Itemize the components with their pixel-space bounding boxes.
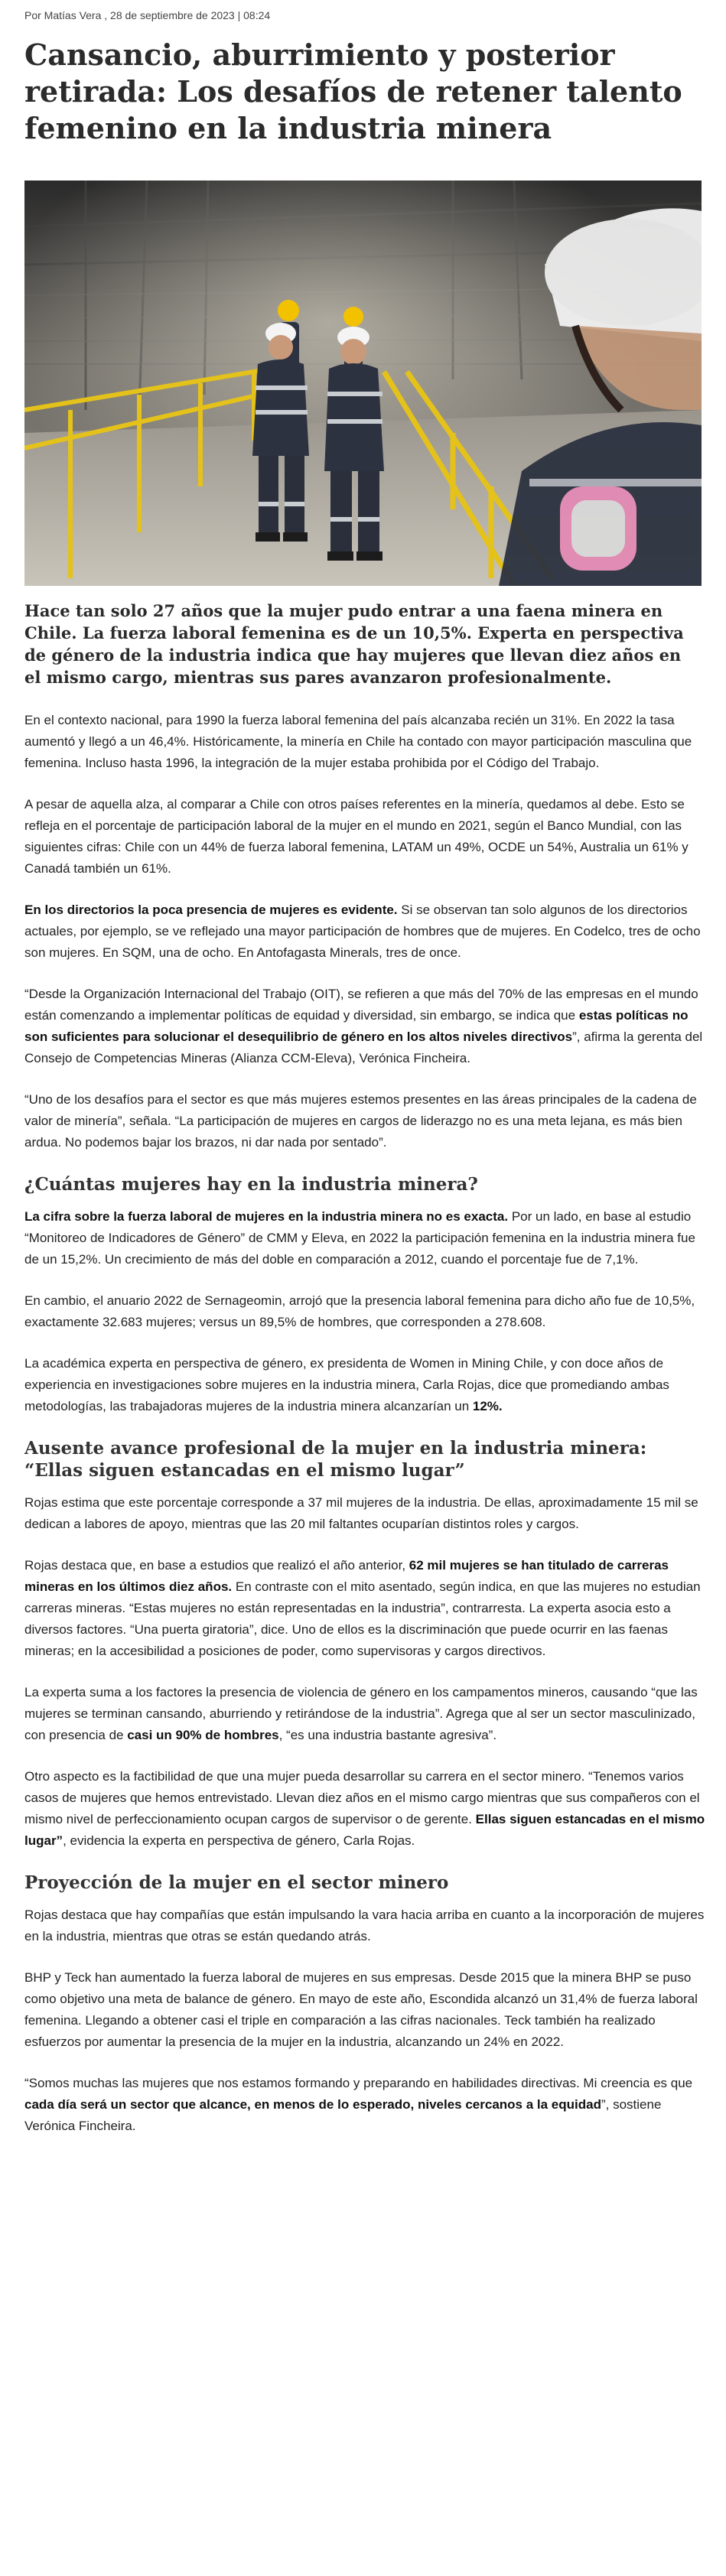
paragraph-text: Rojas destaca que, en base a estudios que realizó el año anterior, bbox=[24, 1558, 409, 1573]
paragraph-text: “Desde la Organización Internacional del Trabajo (OIT), se refieren a que más del 70% de las empresas en el mundo están comenzando a implementar políticas de equidad y diversidad, sin embargo, se indica que bbox=[24, 987, 698, 1023]
article-headline: Cansancio, aburrimiento y posterior retirada: Los desafíos de retener talento femenino en la industria minera bbox=[24, 37, 682, 145]
paragraph bbox=[24, 984, 705, 1069]
paragraph bbox=[24, 1206, 705, 1270]
section-heading: Ausente avance profesional de la mujer en la industria minera: “Ellas siguen estancadas en el mismo lugar” bbox=[24, 1438, 647, 1481]
paragraph bbox=[24, 899, 705, 964]
paragraph-text: En contraste con el mito asentado, según indica, en que las mujeres no estudian carreras mineras. “Estas mujeres no están representadas en la industria”, contrarresta. La experta asocia esto a diversos factores. “Una puerta giratoria”, dice. Uno de ellos es la discriminación que puede ocurrir en las faenas mineras; en la accesibilidad a posiciones de poder, como supervisoras y cargos directivos. bbox=[24, 1579, 701, 1658]
mine-workers-photo bbox=[24, 181, 702, 586]
paragraph-text: La experta suma a los factores la presencia de violencia de género en los campamentos mineros, causando “que las mujeres se terminan cansando, aburriendo y retirándose de la industria”. Agrega que al ser un sector masculinizado, con presencia de bbox=[24, 1685, 698, 1742]
paragraph-text: , evidencia la experta en perspectiva de género, Carla Rojas. bbox=[63, 1833, 415, 1848]
paragraph-text: , “es una industria bastante agresiva”. bbox=[278, 1728, 497, 1742]
bold-text: 12%. bbox=[472, 1399, 503, 1413]
bold-text: estas políticas no son suficientes para solucionar el desequilibrio de género en los altos niveles directivos bbox=[24, 1008, 689, 1044]
bold-text: La cifra sobre la fuerza laboral de mujeres en la industria minera no es exacta. bbox=[24, 1209, 509, 1224]
bold-text: En los directorios la poca presencia de mujeres es evidente. bbox=[24, 903, 398, 917]
section-heading: Proyección de la mujer en el sector minero bbox=[24, 1872, 449, 1893]
bold-text: cada día será un sector que alcance, en menos de lo esperado, niveles cercanos a la equidad bbox=[24, 2097, 601, 2112]
paragraph bbox=[24, 1353, 705, 1417]
bold-text: 62 mil mujeres se han titulado de carreras mineras en los últimos diez años. bbox=[24, 1558, 669, 1594]
paragraph: A pesar de aquella alza, al comparar a Chile con otros países referentes en la minería, quedamos al debe. Esto se refleja en el porcentaje de participación laboral de la mujer en el mundo en 2021, según el Banco Mundial, con las siguientes cifras: Chile con un 44% de fuerza laboral femenina, LATAM un 49%, OCDE un 54%, Australia un 61% y Canadá también un 61%. bbox=[24, 797, 689, 876]
paragraph-text: “Somos muchas las mujeres que nos estamos formando y preparando en habilidades directivas. Mi creencia es que bbox=[24, 2076, 693, 2090]
hero-image bbox=[24, 181, 702, 586]
paragraph: En cambio, el anuario 2022 de Sernageomin, arrojó que la presencia laboral femenina para dicho año fue de 10,5%, exactamente 32.683 mujeres; versus un 89,5% de hombres, que corresponden a 278.608. bbox=[24, 1293, 695, 1329]
paragraph: Rojas destaca que hay compañías que están impulsando la vara hacia arriba en cuanto a la incorporación de mujeres en la industria, mientras que otras se están quedando atrás. bbox=[24, 1908, 705, 1943]
bold-text: casi un 90% de hombres bbox=[127, 1728, 279, 1742]
bold-text: Ellas siguen estancadas en el mismo lugar” bbox=[24, 1812, 705, 1848]
paragraph-text: Otro aspecto es la factibilidad de que una mujer pueda desarrollar su carrera en el sector minero. “Tenemos varios casos de mujeres que hemos entrevistado. Llevan diez años en el mismo cargo mientras que sus compañeros con el mismo nivel de perfeccionamiento ocupan cargos de supervisor o de gerente. bbox=[24, 1769, 700, 1826]
paragraph-text: ”, sostiene Verónica Fincheira. bbox=[24, 2097, 662, 2133]
paragraph-text: Si se observan tan solo algunos de los directorios actuales, por ejemplo, se ve reflejado una mayor participación de hombres que de mujeres. En Codelco, tres de ocho son mujeres. En SQM, una de ocho. En Antofagasta Minerals, tres de once. bbox=[24, 903, 701, 960]
paragraph: En el contexto nacional, para 1990 la fuerza laboral femenina del país alcanzaba recién un 31%. En 2022 la tasa aumentó y llegó a un 46,4%. Históricamente, la minería en Chile ha contado con mayor participación masculina que femenina. Incluso hasta 1996, la integración de la mujer estaba prohibida por el Código del Trabajo. bbox=[24, 713, 692, 770]
paragraph-text: Por un lado, en base al estudio “Monitoreo de Indicadores de Género” de CMM y Eleva, en 2022 la participación femenina en la industria minera fue de un 15,2%. Un crecimiento de más del doble en comparación a 2012, cuando el porcentaje fue de 7,1%. bbox=[24, 1209, 695, 1267]
byline: Por Matías Vera , 28 de septiembre de 2023 | 08:24 bbox=[24, 9, 271, 21]
paragraph bbox=[24, 1766, 705, 1852]
paragraph: BHP y Teck han aumentado la fuerza laboral de mujeres en sus empresas. Desde 2015 que la minera BHP se puso como objetivo una meta de balance de género. En mayo de este año, Escondida alcanzó un 31,4% de fuerza laboral femenina. Llegando a obtener casi el triple en comparación a las cifras nacionales. Teck también ha realizado esfuerzos por aumentar la presencia de la mujer en la industria, alcanzando un 24% en 2022. bbox=[24, 1970, 698, 2049]
paragraph bbox=[24, 2073, 705, 2137]
paragraph: Rojas estima que este porcentaje corresponde a 37 mil mujeres de la industria. De ellas, aproximadamente 15 mil se dedican a labores de apoyo, mientras que las 20 mil faltantes ocuparían distintos roles y cargos. bbox=[24, 1495, 698, 1531]
paragraph-text: ”, afirma la gerenta del Consejo de Competencias Mineras (Alianza CCM-Eleva), Verónica Fincheira. bbox=[24, 1029, 703, 1065]
paragraph: “Uno de los desafíos para el sector es que más mujeres estemos presentes en las áreas principales de la cadena de valor de minería”, señala. “La participación de mujeres en cargos de liderazgo no es una meta lejana, es más bien ardua. No podemos bajar los brazos, ni dar nada por sentado”. bbox=[24, 1092, 697, 1150]
paragraph-text: La académica experta en perspectiva de género, ex presidenta de Women in Mining Chile, y con doce años de experiencia en investigaciones sobre mujeres en la industria minera, Carla Rojas, dice que promediando ambas metodologías, las trabajadoras mujeres de la industria minera alcanzarían un bbox=[24, 1356, 669, 1413]
paragraph bbox=[24, 1682, 705, 1746]
article-body bbox=[24, 710, 705, 2157]
article-lead: Hace tan solo 27 años que la mujer pudo entrar a una faena minera en Chile. La fuerza laboral femenina es de un 10,5%. Experta en perspectiva de género de la industria indica que hay mujeres que llevan diez años en el mismo cargo, mientras sus pares avanzaron profesionalmente. bbox=[24, 601, 684, 687]
section-heading: ¿Cuántas mujeres hay en la industria minera? bbox=[24, 1174, 478, 1195]
paragraph bbox=[24, 1555, 705, 1662]
